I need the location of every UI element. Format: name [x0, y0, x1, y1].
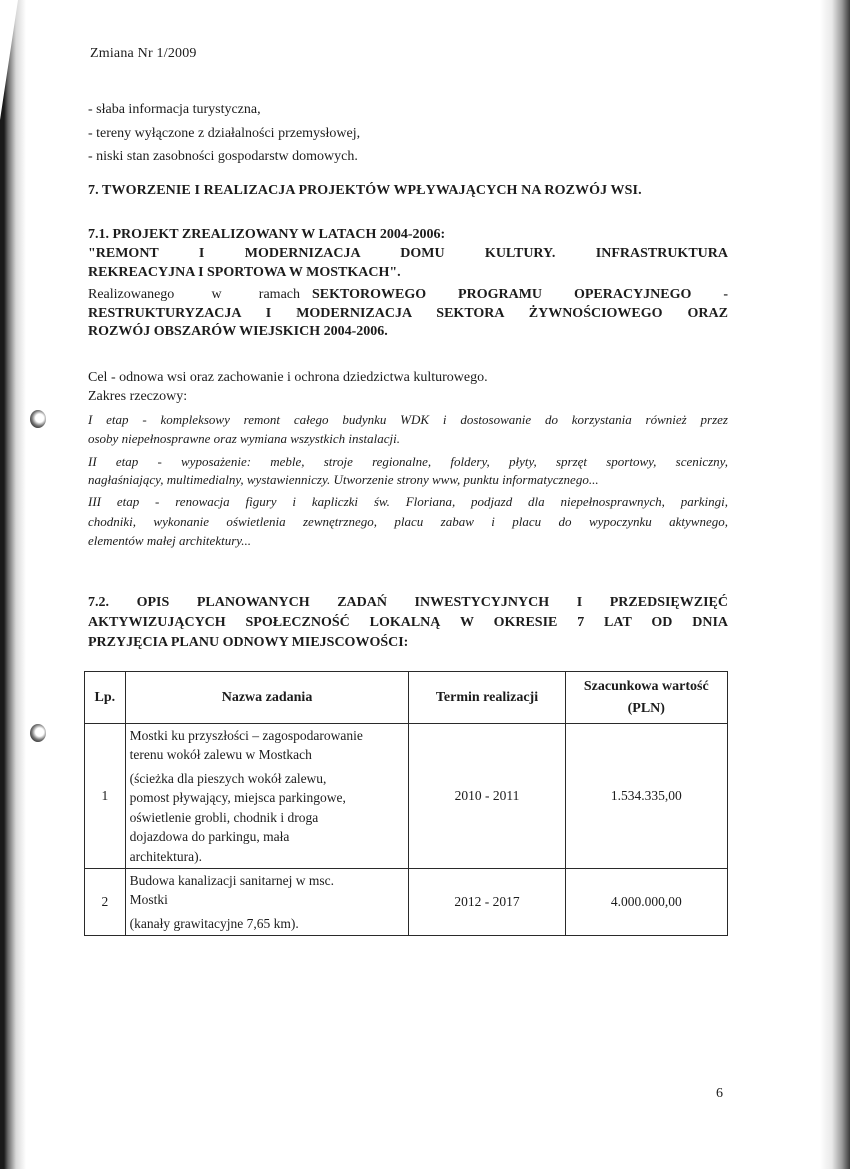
- task-name-line: architektura).: [129, 848, 202, 864]
- table-header-row: [85, 672, 728, 724]
- section-7-2-line-1: 7.2. OPIS PLANOWANYCH ZADAŃ INWESTYCYJNYCH I PRZEDSIĘWZIĘĆ: [88, 595, 728, 610]
- tasks-table: [84, 671, 728, 936]
- table-row: [85, 724, 728, 869]
- project-title-line-1: "REMONT I MODERNIZACJA DOMU KULTURY. INFRASTRUKTURA: [88, 246, 728, 261]
- section-7-2-line-3: PRZYJĘCIA PLANU ODNOWY MIEJSCOWOŚCI:: [88, 635, 409, 650]
- scan-corner: [0, 0, 18, 120]
- bullet-item: - tereny wyłączone z działalności przemysłowej,: [88, 125, 361, 141]
- row-lp: 2: [85, 869, 126, 936]
- row-task-name: [125, 869, 409, 936]
- header-task-name: Nazwa zadania: [125, 672, 409, 724]
- row-task-name: [125, 724, 409, 869]
- task-name-line: terenu wokół zalewu w Mostkach: [129, 747, 312, 763]
- project-goal: Cel - odnowa wsi oraz zachowanie i ochrona dziedzictwa kulturowego.: [88, 370, 488, 385]
- stage-2-line-1: II etap - wyposażenie: meble, stroje regionalne, foldery, płyty, sprzęt sportowy, sceniczny,: [88, 454, 728, 469]
- stage-1-line-1: I etap - kompleksowy remont całego budynku WDK i dostosowanie do korzystania również przez: [88, 412, 728, 427]
- task-name-line: pomost pływający, miejsca parkingowe,: [129, 790, 346, 806]
- project-title-line-2: REKREACYJNA I SPORTOWA W MOSTKACH".: [88, 265, 401, 280]
- bullet-item: - słaba informacja turystyczna,: [88, 102, 261, 117]
- section-7-1-title: 7.1. PROJEKT ZREALIZOWANY W LATACH 2004-2006:: [88, 227, 446, 242]
- realized-line-2: RESTRUKTURYZACJA I MODERNIZACJA SEKTORA ŻYWNOŚCIOWEGO ORAZ: [88, 306, 728, 321]
- scan-left-edge: [0, 0, 26, 1169]
- task-name-line: Mostki ku przyszłości – zagospodarowanie: [129, 727, 363, 743]
- header-value-line-1: Szacunkowa wartość: [583, 678, 709, 694]
- table-row: [85, 869, 728, 936]
- row-value: 1.534.335,00: [565, 724, 727, 869]
- header-value-line-2: (PLN): [627, 700, 665, 716]
- row-term: 2010 - 2011: [409, 724, 565, 869]
- header-lp: Lp.: [85, 672, 126, 724]
- bullet-list: [88, 98, 360, 169]
- stage-2-line-2: nagłaśniający, multimedialny, wystawienniczy. Utworzenie strony www, punktu informatycznego...: [88, 472, 599, 487]
- row-term: 2012 - 2017: [409, 869, 565, 936]
- document-header: Zmiana Nr 1/2009: [90, 46, 197, 61]
- realized-line-1: [88, 286, 728, 304]
- page-number: 6: [716, 1086, 723, 1101]
- scan-right-edge: [820, 0, 850, 1169]
- header-term: Termin realizacji: [409, 672, 565, 724]
- stage-3-line-1: III etap - renowacja figury i kapliczki św. Floriana, podjazd dla niepełnosprawnych, parkingi,: [88, 494, 728, 509]
- header-value: [565, 672, 727, 724]
- bullet-item: - niski stan zasobności gospodarstw domowych.: [88, 149, 358, 164]
- task-name-line: (kanały grawitacyjne 7,65 km).: [129, 915, 299, 931]
- task-name-line: Mostki: [129, 892, 168, 908]
- punch-hole-bottom: [30, 724, 46, 742]
- section-7-2-line-2: AKTYWIZUJĄCYCH SPOŁECZNOŚĆ LOKALNĄ W OKRESIE 7 LAT OD DNIA: [88, 615, 728, 630]
- task-name-line: Budowa kanalizacji sanitarnej w msc.: [129, 872, 334, 888]
- task-name-line: dojazdowa do parkingu, mała: [129, 829, 290, 845]
- task-name-line: (ścieżka dla pieszych wokół zalewu,: [129, 770, 327, 786]
- stage-3-line-3: elementów małej architektury...: [88, 533, 252, 548]
- realized-prefix: Realizowanego w ramach: [88, 287, 300, 302]
- section-7-heading: 7. TWORZENIE I REALIZACJA PROJEKTÓW WPŁYWAJĄCYCH NA ROZWÓJ WSI.: [88, 183, 642, 198]
- stage-3-line-2: chodniki, wykonanie oświetlenia zewnętrznego, placu zabaw i placu do wypoczynku aktywnego,: [88, 514, 728, 529]
- realized-program-name: SEKTOROWEGO PROGRAMU OPERACYJNEGO -: [312, 287, 728, 302]
- stage-1-line-2: osoby niepełnosprawne oraz wymiana wszystkich instalacji.: [88, 431, 400, 446]
- row-lp: 1: [85, 724, 126, 869]
- scope-label: Zakres rzeczowy:: [88, 389, 188, 404]
- task-name-line: oświetlenie grobli, chodnik i droga: [129, 809, 319, 825]
- punch-hole-top: [30, 410, 46, 428]
- row-value: 4.000.000,00: [565, 869, 727, 936]
- realized-line-3: ROZWÓJ OBSZARÓW WIEJSKICH 2004-2006.: [88, 324, 388, 339]
